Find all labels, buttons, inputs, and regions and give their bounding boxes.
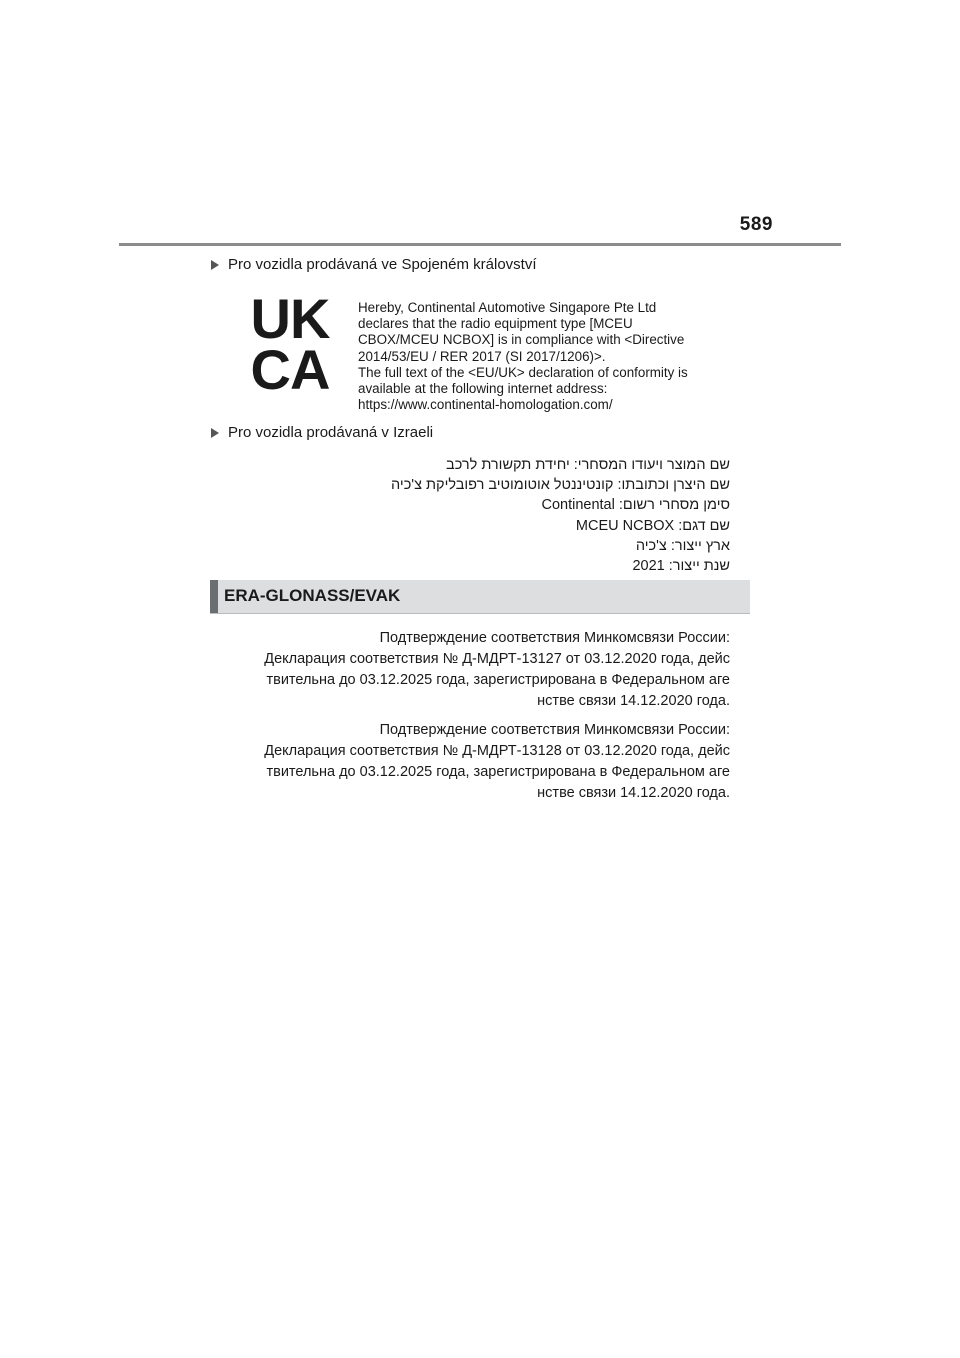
ukca-logo-line2: CA [250, 338, 330, 392]
section-title: ERA-GLONASS/EVAK [224, 586, 401, 605]
uk-declaration-line: CBOX/MCEU NCBOX] is in compliance with <Directive [358, 332, 685, 348]
ru-declaration-line: Подтверждение соответствия Минкомсвязи России: [379, 722, 730, 738]
triangle-bullet-icon [211, 428, 219, 438]
uk-declaration-line: 2014/53/EU / RER 2017 (SI 2017/1206)>. [358, 348, 606, 364]
ru-declaration-line: твительна до 03.12.2025 года, зарегистрирована в Федеральном аге [266, 764, 730, 780]
ru-declaration-line: нстве связи 14.12.2020 года. [537, 785, 730, 801]
uk-section-heading [211, 256, 537, 273]
israel-declaration-line: שם היצרן וכתובתו: קונטיננטל אוטומוטיב רפובליקת צ'כיה [391, 477, 730, 494]
ru-declaration-line: Декларация соответствия № Д-МДРТ-13128 от 03.12.2020 года, дейс [264, 743, 730, 759]
israel-heading-text: Pro vozidla prodávaná v Izraeli [228, 424, 434, 441]
israel-declaration-text [360, 455, 730, 576]
section-accent-bar [210, 580, 218, 613]
israel-declaration-line: ארץ ייצור: צ'כיה [635, 537, 730, 554]
israel-declaration-line: שם המוצר ויעודו המסחרי: יחידת תקשורת לרכב [446, 457, 730, 473]
uk-declaration-line: The full text of the <EU/UK> declaration of conformity is [358, 364, 688, 380]
israel-declaration-line: שנת ייצור: 2021 [632, 558, 730, 575]
israel-declaration-line: שם דגם: MCEU NCBOX [575, 517, 730, 534]
ru-declaration-line: твительна до 03.12.2025 года, зарегистрирована в Федеральном аге [266, 672, 730, 688]
uk-declaration-text [358, 300, 722, 413]
uk-declaration-line: available at the following internet address: [358, 381, 608, 397]
uk-heading-text: Pro vozidla prodávaná ve Spojeném království [228, 256, 537, 273]
uk-declaration-line: Hereby, Continental Automotive Singapore Pte Ltd [358, 300, 657, 315]
uk-declaration-line: declares that the radio equipment type [MCEU [358, 316, 633, 332]
ru-declaration-line: нстве связи 14.12.2020 года. [537, 693, 730, 709]
israel-section-heading [211, 424, 433, 441]
header-divider [119, 243, 841, 246]
ru-declaration-line: Декларация соответствия № Д-МДРТ-13127 от 03.12.2020 года, дейс [264, 651, 730, 667]
page-number: 589 [739, 214, 773, 235]
era-glonass-section-header [210, 580, 750, 614]
israel-declaration-line: סימן מסחרי רשום: Continental [541, 497, 730, 514]
ukca-mark-logo [240, 292, 340, 392]
uk-declaration-url: https://www.continental-homologation.com/ [358, 397, 613, 413]
ru-declaration-line: Подтверждение соответствия Минкомсвязи России: [379, 630, 730, 646]
ru-declaration-paragraph-1 [228, 628, 730, 712]
ukca-logo-line1: UK [250, 292, 330, 350]
ru-declaration-paragraph-2 [228, 720, 730, 804]
triangle-bullet-icon [211, 260, 219, 270]
